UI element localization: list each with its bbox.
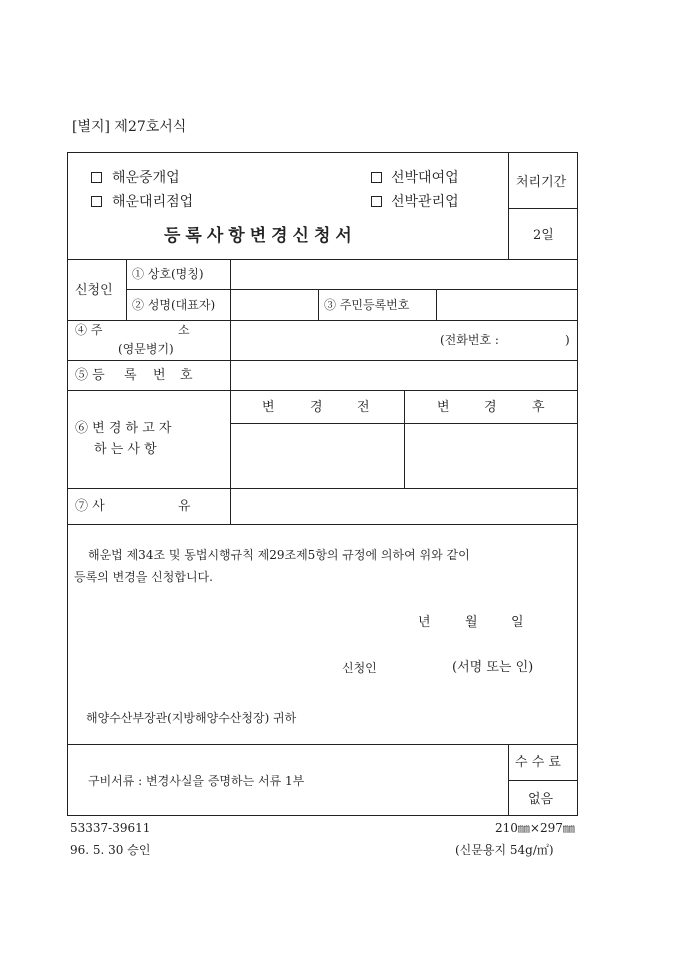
phone-label: (전화번호 : (440, 333, 499, 347)
divider (508, 744, 509, 816)
divider (508, 780, 578, 781)
representative-label: ② 성명(대표자) (132, 298, 216, 312)
applicant-sign-label: 신청인 (342, 661, 377, 675)
after-change-header: 후 (532, 400, 545, 415)
paper-type: (신문용지 54g/㎡) (455, 843, 554, 857)
processing-period-label: 처리기간 (516, 175, 567, 190)
required-documents: 구비서류 : 변경사실을 증명하는 서류 1부 (88, 774, 305, 788)
divider (67, 744, 578, 745)
after-change-header: 변 (437, 400, 450, 415)
form-code: 53337-39611 (70, 821, 151, 835)
checkbox-label: 선박대여업 (391, 170, 459, 186)
form-number-label: [별지] 제27호서식 (72, 119, 187, 135)
checkbox-shipping-brokerage[interactable] (91, 172, 102, 183)
reason-label: ⑦ 사 (75, 499, 105, 514)
address-sublabel: (영문병기) (118, 342, 174, 356)
divider (126, 259, 127, 320)
change-items-label-2: 하 는 사 항 (94, 442, 157, 457)
before-change-header: 변 (262, 400, 275, 415)
approval-date: 96. 5. 30 승인 (70, 843, 151, 857)
applicant-label: 신청인 (75, 283, 113, 298)
company-name-label: ① 상호(명칭) (132, 267, 204, 281)
address-label-2: 소 (178, 323, 190, 337)
addressee: 해양수산부장관(지방해양수산청장) 귀하 (86, 711, 297, 725)
address-field[interactable] (231, 321, 577, 360)
phone-close: ) (565, 333, 570, 347)
reg-number-label: ⑤ 등 (75, 368, 105, 383)
address-label: ④ 주 (75, 323, 103, 337)
after-change-header: 경 (484, 400, 497, 415)
reason-field[interactable] (231, 489, 577, 524)
checkbox-label: 해운중개업 (112, 170, 180, 186)
checkbox-label: 해운대리점업 (112, 194, 194, 210)
reg-number-label: 호 (180, 368, 193, 383)
divider (508, 208, 578, 209)
registration-number-field[interactable] (437, 290, 577, 320)
paper-size: 210㎜×297㎜ (495, 821, 575, 835)
signature-label: (서명 또는 인) (452, 660, 534, 675)
before-change-header: 전 (357, 400, 370, 415)
reason-label: 유 (178, 499, 191, 514)
fee-label: 수 수 료 (515, 755, 561, 770)
date-year: 년 (418, 615, 431, 630)
statement-text: 해운법 제34조 및 동법시행규칙 제29조제5항의 규정에 의하여 위와 같이 (88, 548, 470, 562)
divider (67, 390, 578, 391)
after-change-field[interactable] (405, 424, 577, 488)
date-day: 일 (511, 615, 524, 630)
checkbox-ship-management[interactable] (371, 196, 382, 207)
form-title: 등록사항변경신청서 (164, 226, 357, 246)
divider (508, 152, 509, 259)
reg-number-label: 록 (124, 368, 137, 383)
checkbox-label: 선박관리업 (391, 194, 459, 210)
date-month: 월 (465, 615, 478, 630)
company-name-field[interactable] (231, 260, 577, 289)
divider (67, 524, 578, 525)
representative-field[interactable] (231, 290, 318, 320)
registration-number-label: ③ 주민등록번호 (324, 298, 410, 312)
before-change-header: 경 (310, 400, 323, 415)
checkbox-ship-lending[interactable] (371, 172, 382, 183)
checkbox-shipping-agency[interactable] (91, 196, 102, 207)
reg-number-field[interactable] (231, 361, 577, 390)
statement-text-2: 등록의 변경을 신청합니다. (74, 570, 213, 584)
change-items-label: ⑥ 변 경 하 고 자 (75, 421, 172, 436)
fee-value: 없음 (528, 792, 554, 807)
before-change-field[interactable] (231, 424, 404, 488)
reg-number-label: 번 (153, 368, 166, 383)
divider (318, 289, 319, 320)
processing-period-value: 2일 (533, 228, 554, 243)
